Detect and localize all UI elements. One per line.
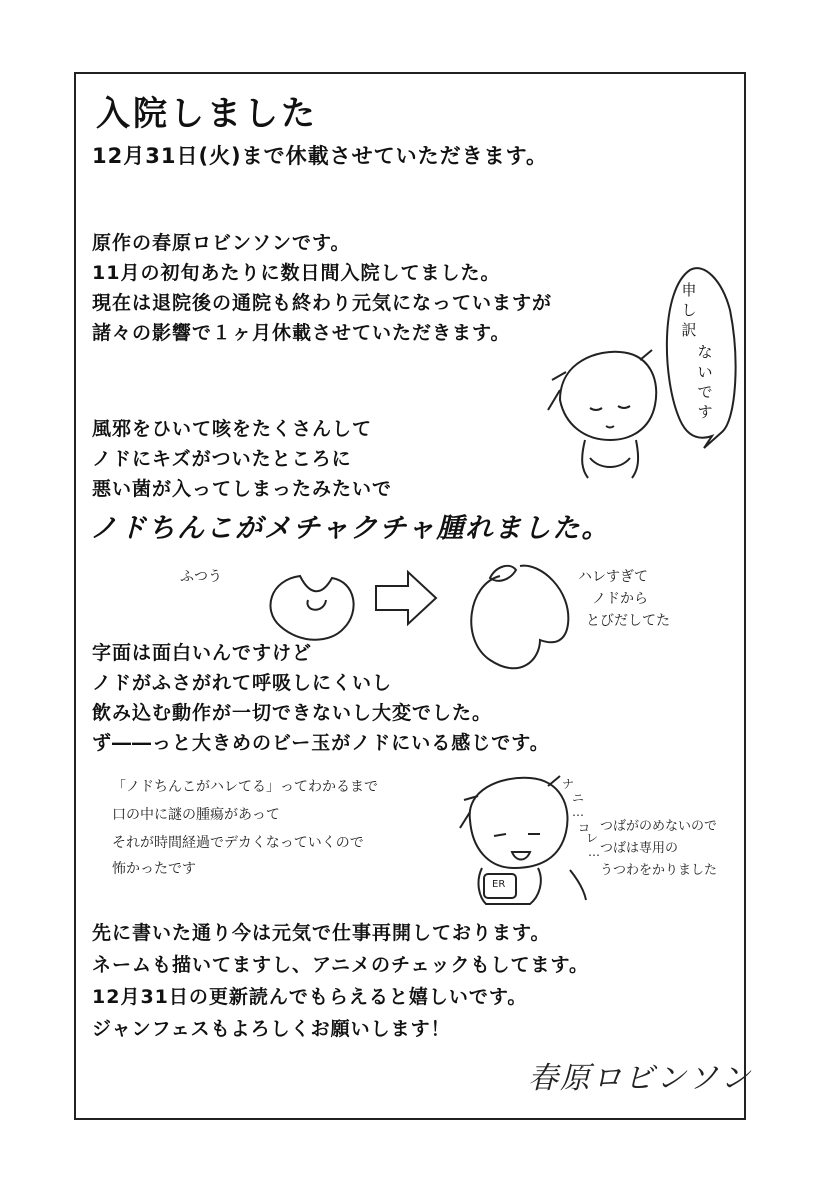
cup-label: ER [492, 879, 506, 890]
bubble-char: 申 [681, 281, 697, 299]
bubble-char: し [681, 301, 697, 319]
note-line: 口の中に謎の腫瘍があって [112, 807, 280, 823]
page-title: 入院しました [96, 94, 318, 134]
text-line: ノドにキズがついたところに [92, 448, 352, 470]
text-line: 11月の初旬あたりに数日間入院してました。 [92, 262, 501, 284]
murmur-char: ニ [572, 791, 585, 805]
text-line: 悪い菌が入ってしまったみたいで [92, 478, 393, 500]
text-line: 風邪をひいて咳をたくさんして [92, 418, 373, 440]
text-line: 諸々の影響で１ヶ月休載させていただきます。 [92, 322, 511, 344]
note-line: それが時間経過でデカくなっていくので [112, 835, 364, 851]
note-line: 怖かったです [112, 861, 196, 877]
text-line: 字面は面白いんですけど [92, 642, 313, 664]
note-line: 「ノドちんこがハレてる」ってわかるまで [112, 779, 378, 795]
cup-note-line: つばがのめないので [600, 819, 718, 834]
hiatus-notice: 12月31日(火)まで休載させていただきます。 [92, 144, 548, 168]
emphasis-line: ノドちんこがメチャクチャ腫れました。 [90, 513, 611, 544]
murmur-char: レ [586, 831, 599, 845]
text-line: 現在は退院後の通院も終わり元気になっていますが [92, 292, 553, 314]
bubble-char: で [697, 383, 713, 401]
murmur-char: コ [578, 821, 591, 835]
text-line: ネームも描いてますし、アニメのチェックもしてます。 [92, 954, 589, 976]
bubble-char: い [697, 363, 713, 381]
text-line: ノドがふさがれて呼吸しにくいし [92, 672, 393, 694]
text-line: ず――っと大きめのビー玉がノドにいる感じです。 [92, 732, 550, 754]
text-line: ジャンフェスもよろしくお願いします！ [92, 1018, 451, 1040]
murmur-char: … [572, 805, 584, 819]
swollen-note-line: とびだしてた [586, 613, 670, 629]
normal-label: ふつう [180, 569, 222, 585]
text-line: 飲み込む動作が一切できないし大変でした。 [92, 702, 493, 724]
murmur-char: ナ [562, 777, 575, 791]
signature: 春原ロビンソン [528, 1061, 752, 1096]
text-line: 12月31日の更新読んでもらえると嬉しいです。 [92, 986, 528, 1008]
text-line: 先に書いた通り今は元気で仕事再開しております。 [92, 922, 551, 944]
swollen-note-line: ハレすぎて [578, 569, 648, 585]
cup-note-line: つばは専用の [600, 841, 679, 856]
swollen-note-line: ノドから [592, 591, 648, 607]
murmur-char: … [588, 845, 600, 859]
bubble-char: 訳 [681, 321, 697, 339]
text-line: 原作の春原ロビンソンです。 [92, 232, 351, 254]
cup-note-line: うつわをかりました [600, 863, 718, 878]
bubble-char: す [697, 403, 713, 421]
bubble-char: な [697, 343, 713, 361]
